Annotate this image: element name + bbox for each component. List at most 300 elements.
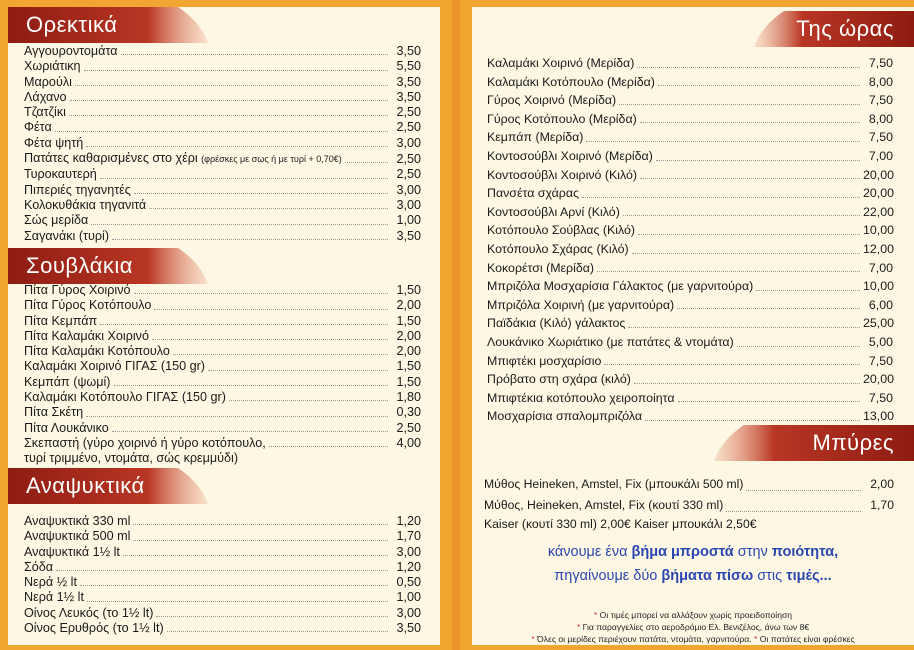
menu-item-name [487,91,616,110]
item-name-text: Πίτα Κεμπάπ [24,313,98,328]
footnote-text: Για παραγγελίες στο αεροδρόμιο Ελ. Βενιζέλος, άνω των 8€ [582,622,810,632]
menu-item-name [24,59,81,74]
dot-leader [658,85,860,86]
slogan-text: πηγαίνουμε δύο [554,568,662,584]
menu-item-name [24,344,170,359]
menu-item-name [24,405,83,420]
dot-leader [86,416,388,417]
menu-item-price: 3,50 [396,44,421,58]
menu-item-price: 4,00 [396,435,421,450]
menu-item-row [484,495,894,516]
menu-item-name [487,221,635,240]
dot-leader [86,146,388,147]
menu-item-row [24,105,421,120]
anapsyktika-list [24,514,421,636]
menu-item-price: 7,00 [868,148,893,163]
menu-item-price: 10,00 [863,223,895,238]
dot-leader [149,208,388,209]
menu-item-price: 3,00 [396,197,421,212]
menu-item-name [24,229,109,244]
menu-item-row [24,298,421,313]
dot-leader [582,197,860,198]
dot-leader [586,141,860,142]
menu-item-name [484,474,743,495]
menu-item-row [487,259,893,278]
dot-leader [746,490,861,491]
menu-item-name [24,298,151,313]
menu-item-price: 5,00 [868,334,893,349]
footnote-text: Οι πατάτες είναι φρέσκες [759,634,855,644]
item-name-continuation: τυρί τριμμένο, ντομάτα, σώς κρεμμύδι) [24,451,239,466]
item-name-text: Πρόβατο στη σχάρα (κιλό) [487,372,631,387]
menu-item-price: 1,20 [396,559,421,574]
item-name-text: Πανσέτα σχάρας [487,186,579,201]
dot-leader [91,224,388,225]
menu-item-price: 20,00 [863,186,895,201]
menu-item-price: 3,00 [396,135,421,150]
menu-item-row [487,184,893,203]
menu-item-name [24,136,83,151]
item-name-text: Κοτόπουλο Σχάρας (Κιλό) [487,241,629,256]
menu-item-price: 0,30 [396,405,421,420]
item-name-text: Φέτα ψητή [24,135,84,150]
dot-leader [167,631,388,632]
item-name-text: Φέτα [24,120,52,135]
slogan-emphasis: βήματα πίσω [661,568,754,584]
menu-item-price: 1,50 [396,283,421,297]
item-name-text: Πίτα Γύρος Κοτόπουλο [24,298,152,313]
menu-item-row [487,221,893,240]
menu-item-price: 1,50 [396,359,421,374]
menu-item-row [24,621,421,636]
menu-item-price: 3,50 [396,74,421,89]
menu-item-price: 3,00 [396,182,421,197]
item-name-text: Λάχανο [24,89,67,104]
dot-leader [597,271,860,272]
dot-leader [114,385,388,386]
menu-item-name [24,390,226,405]
menu-item-name [24,90,67,105]
menu-item-price: 7,50 [868,130,893,145]
menu-item-row [24,590,421,605]
menu-item-name [487,73,655,92]
menu-item-row [24,545,421,560]
menu-item-row [487,147,893,166]
menu-item-price: 2,50 [396,120,421,135]
dot-leader [121,54,388,55]
menu-item-row [24,198,421,213]
item-name-text: Σαγανάκι (τυρί) [24,228,110,243]
menu-item-row [24,151,421,167]
item-name-text: Τυροκαυτερή [24,167,97,182]
menu-item-row [24,59,421,74]
footnote: * Όλες οι μερίδες περιέχουν πατάτα, ντομάτα, γαρνιτούρα. * Οι πατάτες είναι φρέσκες [531,634,855,644]
dot-leader [640,122,860,123]
item-name-text: Καλαμάκι Χοιρινό (Μερίδα) [487,56,635,70]
menu-item-price: 20,00 [863,372,895,387]
item-name-text: Μπριζόλα Χοιρινή (με γαρνιτούρα) [487,297,675,312]
dot-leader [604,364,860,365]
item-name-text: Κοντοσούβλι Χοιρινό (Μερίδα) [487,148,653,163]
menu-item-row [487,128,893,147]
dot-leader [623,215,860,216]
menu-item-price: 2,00 [396,344,421,359]
menu-item-row [24,167,421,182]
dot-leader [112,239,388,240]
menu-item-name [487,352,601,371]
menu-item-row [24,44,421,59]
menu-item-price: 0,50 [396,575,421,590]
dot-leader [156,616,388,617]
dot-leader [678,401,860,402]
item-name-text: Χωριάτικη [24,59,81,74]
menu-item-price: 1,00 [396,590,421,605]
menu-item-row [487,333,893,352]
dot-leader [55,131,388,132]
item-name-text: Πίτα Καλαμάκι Χοιρινό [24,328,149,343]
menu-item-name [24,375,111,390]
dot-leader [80,585,388,586]
menu-item-row [24,421,421,436]
menu-item-name [487,389,675,408]
menu-item-price: 25,00 [863,316,895,331]
menu-item-row [24,359,421,374]
slogan-emphasis: βήμα μπροστά [631,544,734,560]
menu-item-price: 2,50 [396,105,421,120]
menu-item-name [24,560,53,575]
dot-leader [100,178,388,179]
slogan-line-2 [472,568,914,584]
menu-item-name [487,110,637,129]
menu-item-price: 3,50 [396,89,421,104]
menu-item-name [24,120,52,135]
item-name-text: Πιπεριές τηγανητές [24,182,131,197]
menu-item-row [24,390,421,405]
item-name-text: Πίτα Γύρος Χοιρινό [24,283,131,297]
menu-item-name [24,283,131,298]
dot-leader [112,431,388,432]
menu-item-row [487,166,893,185]
menu-item-price: 1,50 [396,374,421,389]
item-name-text: Κοντοσούβλι Χοιρινό (Κιλό) [487,167,638,182]
menu-item-price: 7,50 [868,56,893,70]
footnote-text: Οι τιμές μπορεί να αλλάξουν χωρίς προειδοποίηση [599,610,793,620]
menu-item-row [487,91,893,110]
souvlakia-list [24,283,421,467]
left-menu-page [8,7,440,645]
menu-item-name [487,407,642,426]
dot-leader [84,70,388,71]
menu-item-name [487,128,583,147]
menu-item-row [487,240,893,259]
menu-item-row [487,54,893,73]
menu-item-row [487,407,893,426]
footnotes [472,609,914,645]
menu-item-name [487,203,620,222]
tis-oras-list [487,54,893,426]
menu-item-row [24,375,421,390]
menu-item-row [24,120,421,135]
dot-leader [269,446,388,447]
footnote-text: Όλες οι μερίδες περιέχουν πατάτα, ντομάτα, γαρνιτούρα. [537,634,752,644]
item-name-text: Παϊδάκια (Κιλό) γάλακτος [487,316,626,331]
dot-leader [726,511,861,512]
item-name-text: Κοντοσούβλι Αρνί (Κιλό) [487,204,620,219]
menu-item-name [24,514,130,529]
menu-item-row [487,352,893,371]
menu-item-row [24,606,421,621]
menu-item-price: 1,20 [396,514,421,528]
dot-leader [637,67,860,68]
menu-item-price: 2,00 [396,328,421,343]
menu-item-name [487,147,653,166]
menu-item-price: 1,00 [396,213,421,228]
menu-item-price: 13,00 [863,409,895,424]
orektika-list [24,44,421,244]
menu-item-row [487,296,893,315]
item-name-text: Αναψυκτικά 330 ml [24,514,131,528]
menu-item-name [24,575,77,590]
section-banner-tis-oras [754,11,914,47]
dot-leader [133,524,388,525]
item-name-text: Οίνος Λευκός (το 1½ lt) [24,605,154,620]
menu-item-row [24,283,421,298]
menu-item-price: 8,00 [868,74,893,89]
section-title: Της ώρας [796,16,894,41]
item-name-text: Μπιφτέκι μοσχαρίσιο [487,353,602,368]
menu-item-name [24,105,66,120]
section-banner-souvlakia [8,248,208,284]
section-banner-anapsyktika [8,468,208,504]
menu-item-name [24,75,72,90]
item-name-text: Σώς μερίδα [24,213,89,228]
item-name-text: Μπιφτέκια κοτόπουλο χειροποίητα [487,390,675,405]
section-title: Αναψυκτικά [26,473,145,498]
menu-item-name [24,590,84,605]
dot-leader [229,400,388,401]
menu-item-row [24,75,421,90]
mpyres-list [484,474,894,516]
slogan-emphasis: τιμές... [786,568,832,584]
menu-item-row [487,389,893,408]
dot-leader [134,293,389,294]
section-banner-orektika [8,7,208,43]
item-name-text: Πατάτες καθαρισμένες στο χέρι [24,151,198,166]
dot-leader [134,193,388,194]
menu-item-name [24,183,131,198]
menu-item-price: 3,00 [396,605,421,620]
dot-leader [56,570,388,571]
item-note: (φρέσκες με σως ή με τυρί + 0,70€) [201,154,342,165]
menu-item-name [24,359,205,374]
menu-item-price: 3,50 [396,228,421,243]
menu-item-name [487,166,637,185]
item-name-text: Κεμπάπ (ψωμί) [24,374,111,389]
item-name-text: Αναψυκτικά 500 ml [24,529,131,544]
dot-leader [69,115,388,116]
dot-leader [173,354,388,355]
item-name-text: Κοτόπουλο Σούβλας (Κιλό) [487,223,636,238]
section-banner-mpyres [714,425,914,461]
dot-leader [208,370,388,371]
menu-item-name [24,167,97,182]
menu-item-row [24,344,421,359]
footnote: * Για παραγγελίες στο αεροδρόμιο Ελ. Βενιζέλος, άνω των 8€ [576,622,810,632]
item-name-text: Πίτα Λουκάνικο [24,420,109,435]
section-title: Ορεκτικά [26,12,118,37]
item-name-text: Μύθος Heineken, Amstel, Fix (μπουκάλι 500 ml) [484,477,744,491]
menu-item-price: 1,80 [396,390,421,405]
menu-item-price: 7,50 [868,353,893,368]
menu-item-price: 5,50 [396,59,421,74]
item-name-text: Κολοκυθάκια τηγανιτά [24,197,147,212]
menu-item-name [24,529,130,544]
dot-leader [632,253,860,254]
menu-item-row [487,370,893,389]
menu-item-price: 2,50 [396,152,421,167]
menu-item-price: 7,00 [868,260,893,275]
menu-item-name [24,198,146,213]
menu-item-name [487,54,634,73]
menu-item-row [24,213,421,228]
section-title: Σουβλάκια [26,253,134,278]
menu-item-name [487,240,629,259]
item-name-text: Σόδα [24,559,54,574]
menu-item-row [24,514,421,529]
item-name-text: Πίτα Καλαμάκι Κοτόπουλο [24,344,170,359]
slogan-text: στις [753,568,787,584]
slogan-text: στην [733,544,772,560]
menu-item-price: 2,50 [396,420,421,435]
menu-item-row [24,183,421,198]
item-name-text: Κοκορέτσι (Μερίδα) [487,260,595,275]
menu-item-price: 3,50 [396,621,421,636]
dot-leader [756,290,860,291]
section-title: Μπύρες [812,430,894,455]
dot-leader [70,100,388,101]
menu-item-price: 22,00 [863,204,895,219]
menu-item-name [24,213,88,228]
item-name-text: Καλαμάκι Κοτόπουλο (Μερίδα) [487,74,655,89]
item-name-text: Καλαμάκι Χοιρινό ΓΙΓΑΣ (150 gr) [24,359,206,374]
item-name-text: Λουκάνικο Χωριάτικο (με πατάτες & ντομάτα) [487,334,734,349]
menu-item-name [487,259,594,278]
item-name-text: Μπριζόλα Μοσχαρίσια Γάλακτος (με γαρνιτούρα) [487,279,754,294]
item-name-text: Σκεπαστή (γύρο χοιρινό ή γύρο κοτόπουλο, [24,435,266,450]
menu-item-row [24,329,421,344]
item-name-text: Κεμπάπ (Μερίδα) [487,130,584,145]
menu-item-price: 1,70 [870,498,894,512]
dot-leader [87,601,388,602]
menu-item-name [24,151,342,167]
dot-leader [634,383,860,384]
menu-item-row [24,529,421,544]
item-name-text: Γύρος Κοτόπουλο (Μερίδα) [487,111,637,126]
slogan-text: κάνουμε ένα [547,544,632,560]
menu-item-price: 3,00 [396,544,421,559]
menu-item-name [24,436,266,467]
menu-item-price: 1,70 [396,529,421,544]
dot-leader [154,309,388,310]
menu-item-price: 20,00 [863,167,895,182]
item-name-text: Νερά 1½ lt [24,590,84,605]
item-name-text: Μαρούλι [24,74,72,89]
menu-item-row [484,474,894,495]
menu-item-row [24,560,421,575]
dot-leader [100,324,388,325]
dot-leader [638,234,860,235]
menu-item-row [24,136,421,151]
dot-leader [628,327,860,328]
item-name-text: Οίνος Ερυθρός (το 1½ lt) [24,621,164,636]
menu-item-name [487,277,753,296]
item-name-text: Αγγουροντομάτα [24,44,118,58]
slogan-line-1 [472,544,914,560]
menu-item-price: 2,00 [396,298,421,313]
item-name-text: Μύθος, Heineken, Amstel, Fix (κουτί 330 ml) [484,498,724,512]
menu-item-name [24,329,149,344]
dot-leader [677,308,860,309]
item-name-text: Αναψυκτικά 1½ lt [24,544,120,559]
menu-item-price: 12,00 [863,241,895,256]
dot-leader [737,346,860,347]
menu-item-row [24,405,421,420]
menu-item-name [24,621,164,636]
dot-leader [152,339,388,340]
dot-leader [656,160,860,161]
menu-item-price: 1,50 [396,313,421,328]
menu-item-row [24,229,421,244]
kaiser-line: Kaiser (κουτί 330 ml) 2,00€ Kaiser μπουκάλι 2,50€ [484,517,757,531]
menu-item-row [487,73,893,92]
menu-item-row [24,90,421,105]
menu-spine [452,0,460,650]
dot-leader [640,178,860,179]
item-name-text: Πίτα Σκέτη [24,405,84,420]
menu-item-name [24,421,109,436]
dot-leader [133,540,388,541]
menu-item-name [24,545,120,560]
menu-item-price: 8,00 [868,111,893,126]
menu-item-price: 7,50 [868,93,893,108]
menu-item-price: 10,00 [863,279,895,294]
menu-item-name [484,495,723,516]
menu-item-row [487,277,893,296]
dot-leader [75,85,388,86]
menu-item-row [24,575,421,590]
menu-item-name [487,370,631,389]
menu-item-row [487,110,893,129]
menu-item-row [487,314,893,333]
menu-item-price: 6,00 [868,297,893,312]
menu-item-price: 7,50 [868,390,893,405]
menu-item-name [24,44,118,59]
menu-item-row [487,203,893,222]
menu-item-name [24,314,97,329]
item-name-text: Τζατζίκι [24,105,66,120]
menu-item-price: 2,00 [870,477,894,491]
menu-item-row [24,436,421,467]
menu-item-name [487,333,734,352]
menu-item-price: 2,50 [396,167,421,182]
item-name-text: Νερά ½ lt [24,575,77,590]
item-name-text: Μοσχαρίσια σπαλομπριζόλα [487,409,643,424]
dot-leader [345,162,388,163]
dot-leader [123,555,388,556]
item-name-text: Καλαμάκι Κοτόπουλο ΓΙΓΑΣ (150 gr) [24,390,226,405]
dot-leader [619,104,860,105]
menu-item-name [24,606,153,621]
